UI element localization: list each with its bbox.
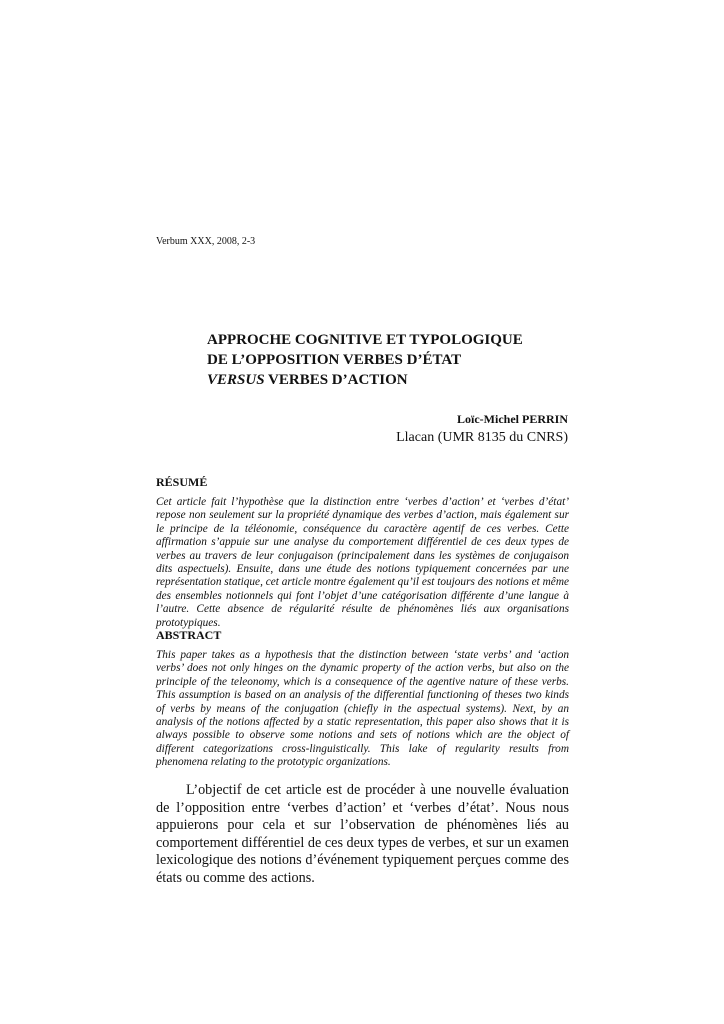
journal-reference: Verbum XXX, 2008, 2-3 <box>156 236 256 247</box>
title-line-3-rest: VERBES D’ACTION <box>264 372 408 388</box>
author-block <box>396 410 568 448</box>
resume-text: Cet article fait l’hypothèse que la distinction entre ‘verbes d’action’ et ‘verbes d’état’ repose non seulement sur la propriété dynamique des verbes d’action, mais également sur le principe de la téléonomie, conséquence du caractère agentif de ces verbes. Cette affirmation s’appuie sur une analyse du comportement différentiel de ces deux types de verbes au travers de leur conjugaison (principalement dans les systèmes de conjugaison dits aspectuels). Ensuite, dans une étude des notions typiquement concernées par une représentation statique, cet article montre également qu’il est toujours des notions et même des ensembles notionnels qui font l’objet d’une catégorisation différente d’une langue à l’autre. Cette absence de régularité résulte de phénomènes liés aux organisations prototypiques. <box>156 496 569 629</box>
author-name: Loïc-Michel PERRIN <box>457 412 568 426</box>
abstract-heading: ABSTRACT <box>156 628 222 642</box>
resume-heading: RÉSUMÉ <box>156 475 208 489</box>
title-line-1: APPROCHE COGNITIVE ET TYPOLOGIQUE <box>207 332 523 348</box>
title-line-3 <box>207 370 523 390</box>
title-versus: VERSUS <box>207 372 265 388</box>
body-paragraph: L’objectif de cet article est de procéder à une nouvelle évaluation de l’opposition entre ‘verbes d’action’ et ‘verbes d’état’. Nous nous appuierons pour cela et sur l’observation de phénomènes liés au comportement différentiel de ces deux types de verbes, et sur un examen lexicologique des notions d’événement typiquement perçues comme des états ou comme des actions. <box>156 782 569 886</box>
author-affiliation: Llacan (UMR 8135 du CNRS) <box>396 430 568 445</box>
article-title <box>207 330 523 390</box>
title-line-2: DE L’OPPOSITION VERBES D’ÉTAT <box>207 352 462 368</box>
abstract-text: This paper takes as a hypothesis that the distinction between ‘state verbs’ and ‘action verbs’ does not only hinges on the dynamic property of the action verbs, but also on the principle of the teleonomy, which is a consequence of the agentive nature of these verbs. This assumption is based on an analysis of the differential functioning of theses two kinds of verbs by means of the conjugation (chiefly in the aspectual systems). Next, by an analysis of the notions affected by a static representation, this paper also shows that it is always possible to observe some notions and sets of notions which are the object of different categorizations cross-linguistically. This lake of regularity results from phenomena relating to the prototypic organizations. <box>156 649 569 769</box>
